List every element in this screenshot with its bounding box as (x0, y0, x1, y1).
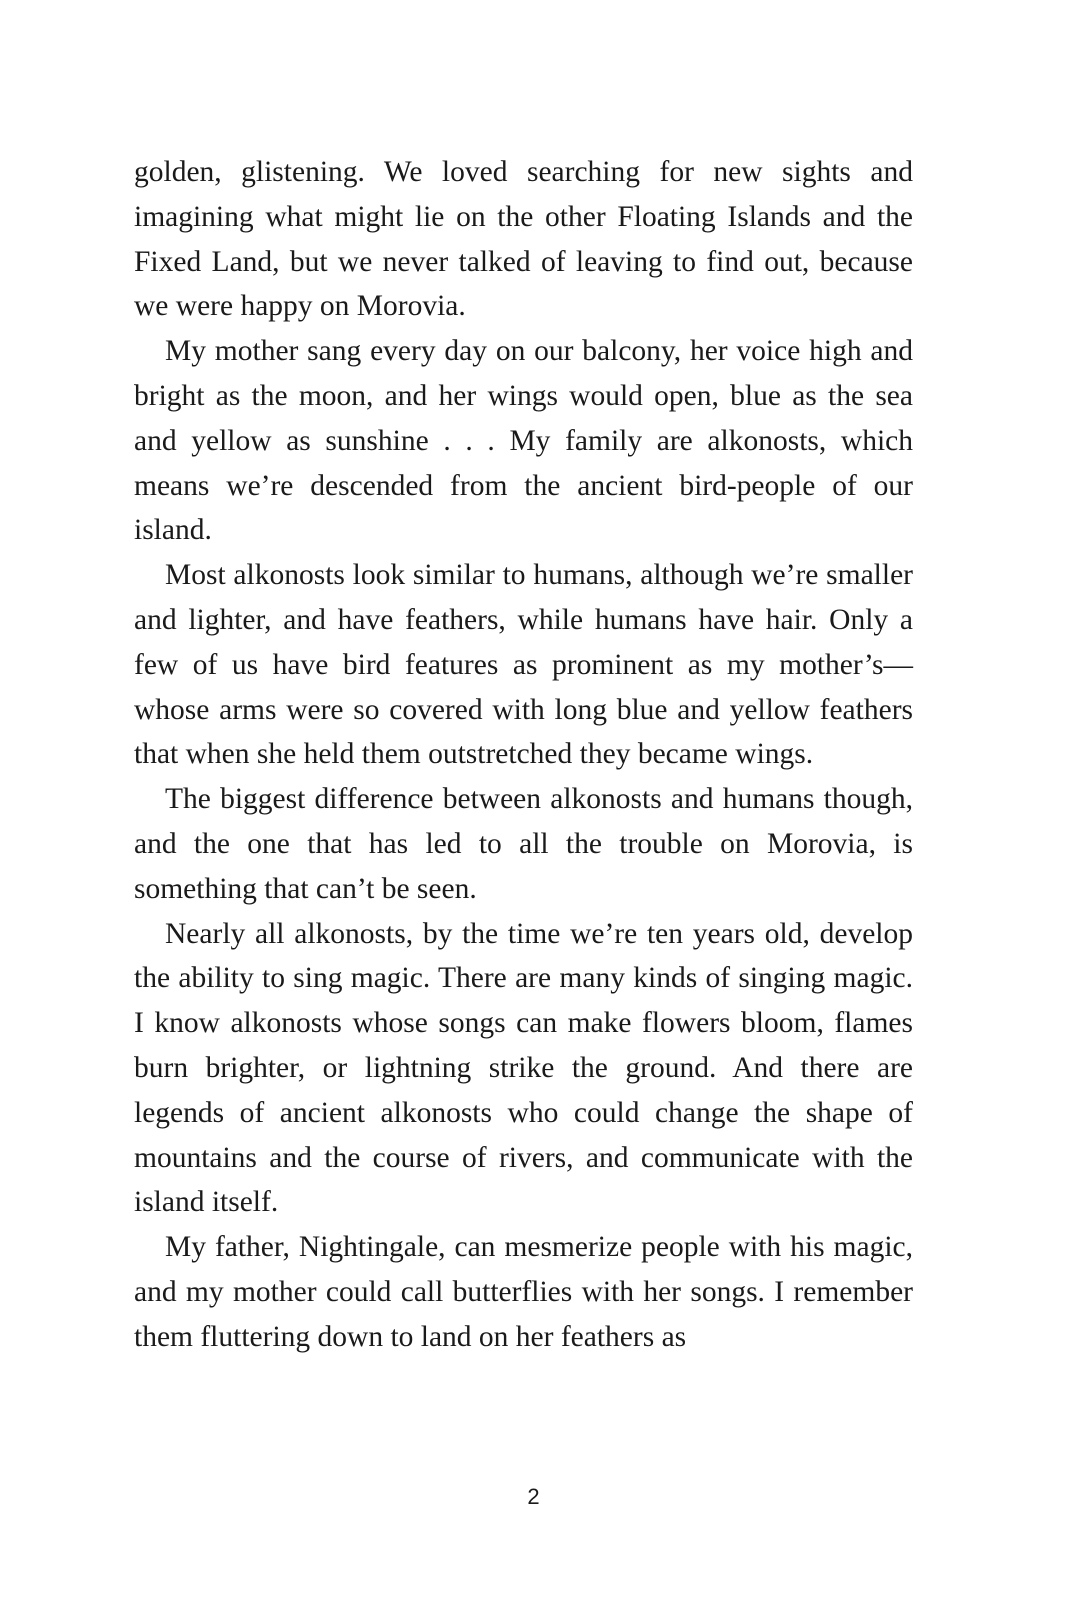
paragraph-6: My father, Nightingale, can mesmerize people with his magic, and my mother could call butterflies with her songs. I remember them fluttering down to land on her feathers as (134, 1231, 913, 1353)
page-body (134, 150, 913, 1360)
paragraph-4: The biggest difference between alkonosts and humans though, and the one that has led to all the trouble on Morovia, is something that can’t be seen. (134, 783, 913, 905)
page-number: 2 (527, 1484, 540, 1509)
paragraph-5: Nearly all alkonosts, by the time we’re ten years old, develop the ability to sing magic. There are many kinds of singing magic. I know alkonosts whose songs can make flowers bloom, flames burn brighter, or lightning strike the ground. And there are legends of ancient alkonosts who could change the shape of mountains and the course of rivers, and communicate with the island itself. (134, 917, 913, 1219)
paragraph-1: golden, glistening. We loved searching for new sights and imagining what might lie on the other Floating Islands and the Fixed Land, but we never talked of leaving to find out, because we were happy on Morovia. (134, 156, 913, 323)
paragraph-3: Most alkonosts look similar to humans, although we’re smaller and lighter, and have feathers, while humans have hair. Only a few of us have bird features as prominent as my mother’s—whose arms were so covered with long blue and yellow feathers that when she held them outstretched they became wings. (134, 559, 913, 771)
paragraph-2: My mother sang every day on our balcony, her voice high and bright as the moon, and her wings would open, blue as the sea and yellow as sunshine . . . My family are alkonosts, which means we’re descended from the ancient bird-people of our island. (134, 335, 913, 547)
